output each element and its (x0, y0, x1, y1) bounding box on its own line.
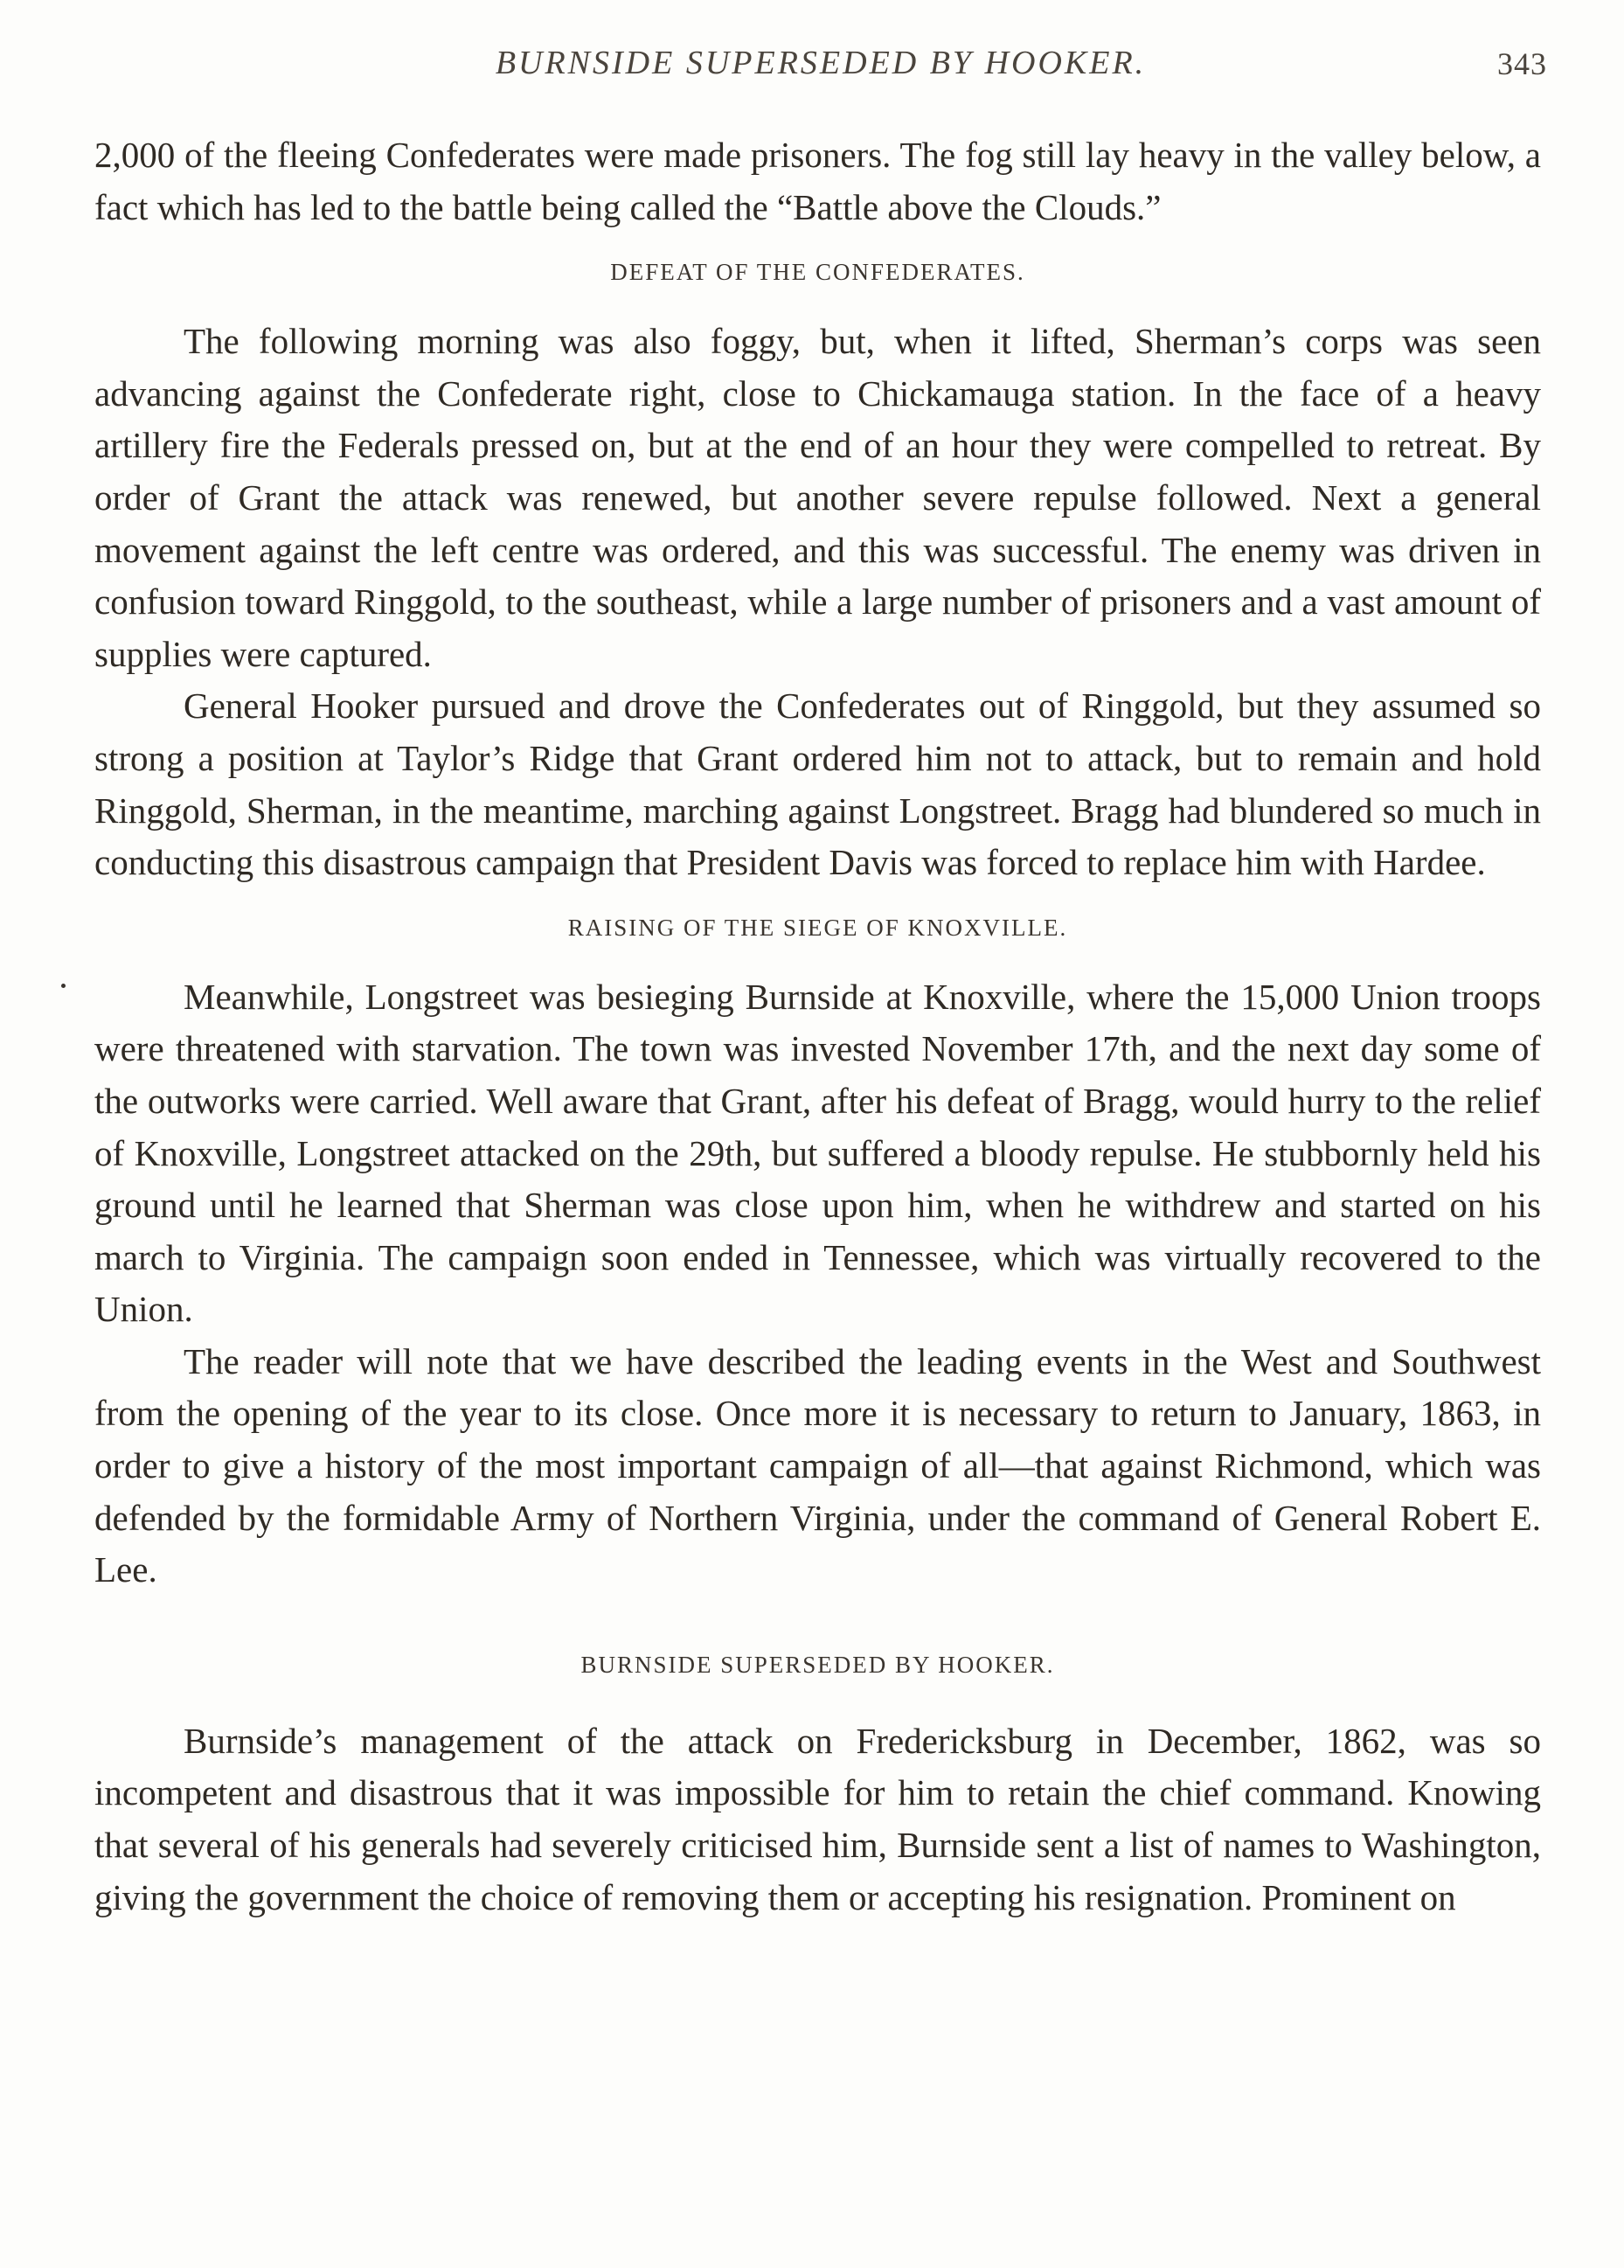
paragraph-raising-1: Meanwhile, Longstreet was besieging Burnside at Knoxville, where the 15,000 Union troops were threatened with starvation. The town was invested November 17th, and the next day some of the outworks were carried. Well aware that Grant, after his defeat of Bragg, would hurry to the relief of Knoxville, Longstreet attacked on the 29th, but suffered a bloody repulse. He stubbornly held his ground until he learned that Sherman was close upon him, when he withdrew and started on his march to Virginia. The campaign soon ended in Tennessee, which was virtually recovered to the Union. (94, 976, 1541, 1330)
section-heading-defeat: DEFEAT OF THE CONFEDERATES. (610, 259, 1025, 286)
running-head (94, 44, 1547, 96)
paragraph-raising-2: The reader will note that we have described the leading events in the West and Southwest from the opening of the year to its close. Once more it is necessary to return to January, 1863, in order to give a history of the most important campaign of all—that against Richmond, which was defended by the formidable Army of Northern Virginia, under the command of General Robert E. Lee. (94, 1340, 1541, 1590)
section-heading-burnside: BURNSIDE SUPERSEDED BY HOOKER. (580, 1651, 1055, 1678)
body-text (94, 129, 1541, 1924)
margin-mark (61, 984, 66, 988)
running-head-title: BURNSIDE SUPERSEDED BY HOOKER. (495, 45, 1147, 81)
paragraph-defeat-2: General Hooker pursued and drove the Confederates out of Ringgold, but they assumed so strong a position at Taylor’s Ridge that Grant ordered him not to attack, but to remain and hold Ringgold, Sherman, in the meantime, marching against Longstreet. Bragg had blundered so much in conducting this disastrous campaign that President Davis was forced to replace him with Hardee. (94, 685, 1541, 883)
paragraph-defeat-1: The following morning was also foggy, but, when it lifted, Sherman’s corps was seen advancing against the Confederate right, close to Chickamauga station. In the face of a heavy artillery fire the Federals pressed on, but at the end of an hour they were compelled to retreat. By order of Grant the attack was renewed, but another severe repulse followed. Next a general movement against the left centre was ordered, and this was successful. The enemy was driven in confusion toward Ringgold, to the southeast, while a large number of prisoners and a vast amount of supplies were captured. (94, 321, 1541, 674)
paragraph-burnside-1: Burnside’s management of the attack on Fredericksburg in December, 1862, was so incompetent and disastrous that it was impossible for him to retain the chief command. Knowing that several of his generals had severely criticised him, Burnside sent a list of names to Washington, giving the government the choice of removing them or accepting his resignation. Prominent on (94, 1720, 1541, 1917)
paragraph-opening: 2,000 of the fleeing Confederates were made prisoners. The fog still lay heavy in the valley below, a fact which has led to the battle being called the “Battle above the Clouds.” (94, 135, 1541, 227)
page-number: 343 (1497, 46, 1547, 81)
section-heading-raising: RAISING OF THE SIEGE OF KNOXVILLE. (567, 914, 1068, 941)
